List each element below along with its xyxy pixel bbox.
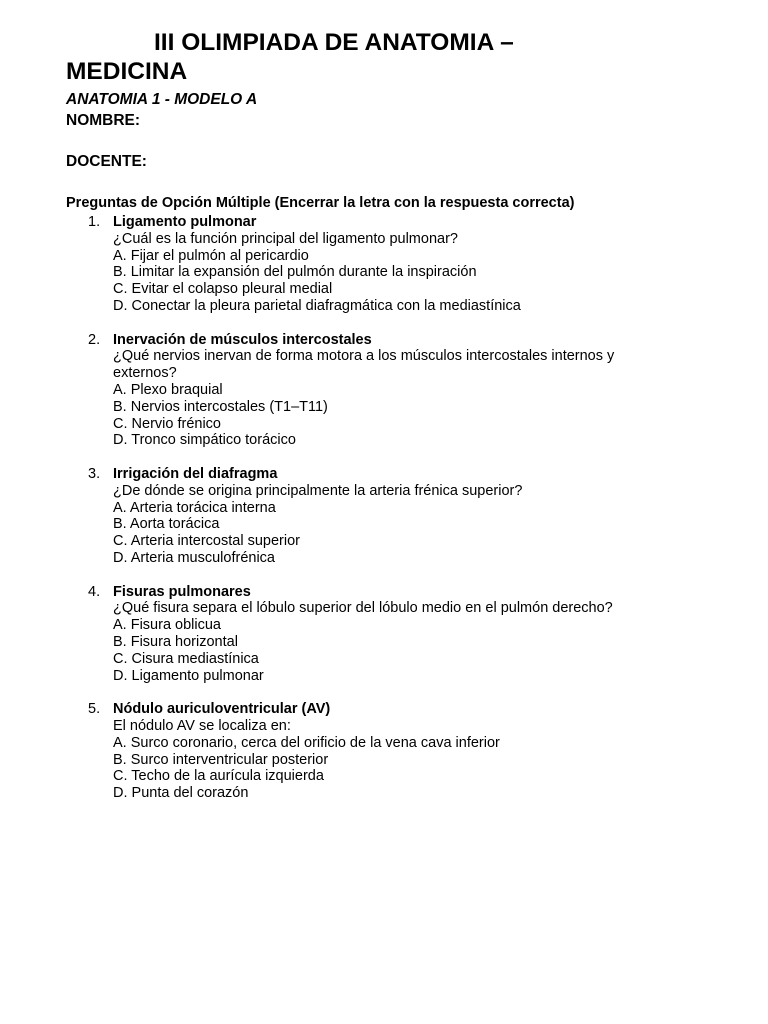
- option-a[interactable]: A. Plexo braquial: [113, 381, 223, 398]
- option-d[interactable]: D. Ligamento pulmonar: [113, 667, 264, 684]
- question-text: ¿Cuál es la función principal del ligamento pulmonar?: [113, 230, 458, 247]
- question-item: [0, 466, 658, 567]
- option-b[interactable]: B. Limitar la expansión del pulmón durante la inspiración: [113, 264, 477, 281]
- question-number: 3.: [88, 465, 101, 482]
- option-d[interactable]: D. Arteria musculofrénica: [113, 549, 275, 566]
- instructions-heading: Preguntas de Opción Múltiple (Encerrar la letra con la respuesta correcta): [66, 195, 575, 211]
- question-number: 4.: [88, 583, 101, 600]
- option-b[interactable]: B. Fisura horizontal: [113, 633, 238, 650]
- option-c[interactable]: C. Arteria intercostal superior: [113, 533, 300, 550]
- option-a[interactable]: A. Fijar el pulmón al pericardio: [113, 247, 309, 264]
- question-list: [0, 214, 768, 819]
- nombre-label: NOMBRE:: [66, 112, 141, 129]
- option-b[interactable]: B. Surco interventricular posterior: [113, 751, 329, 768]
- question-title: Irrigación del diafragma: [113, 465, 278, 482]
- option-d[interactable]: D. Tronco simpático torácico: [113, 432, 296, 449]
- option-b[interactable]: B. Nervios intercostales (T1–T11): [113, 398, 328, 415]
- question-title: Inervación de músculos intercostales: [113, 331, 372, 348]
- option-a[interactable]: A. Arteria torácica interna: [113, 499, 276, 516]
- question-title: Nódulo auriculoventricular (AV): [113, 701, 331, 718]
- option-a[interactable]: A. Fisura oblicua: [113, 617, 221, 634]
- docente-label: DOCENTE:: [66, 153, 147, 170]
- exam-subtitle: ANATOMIA 1 - MODELO A: [66, 91, 258, 108]
- question-item: [0, 701, 658, 802]
- question-title: Fisuras pulmonares: [113, 583, 251, 600]
- question-text: ¿Qué nervios inervan de forma motora a los músculos intercostales internos y externos?: [113, 348, 615, 382]
- option-b[interactable]: B. Aorta torácica: [113, 516, 220, 533]
- option-c[interactable]: C. Cisura mediastínica: [113, 650, 259, 667]
- question-item: [0, 332, 658, 450]
- option-a[interactable]: A. Surco coronario, cerca del orificio de la vena cava inferior: [113, 734, 500, 751]
- option-c[interactable]: C. Nervio frénico: [113, 415, 221, 432]
- question-number: 2.: [88, 331, 101, 348]
- page-title: III OLIMPIADA DE ANATOMIA – MEDICINA: [66, 29, 514, 85]
- question-number: 5.: [88, 701, 101, 718]
- question-number: 1.: [88, 214, 101, 230]
- option-d[interactable]: D. Conectar la pleura parietal diafragmática con la mediastínica: [113, 297, 521, 314]
- question-title: Ligamento pulmonar: [113, 214, 257, 230]
- question-text: El nódulo AV se localiza en:: [113, 717, 291, 734]
- question-text: ¿Qué fisura separa el lóbulo superior del lóbulo medio en el pulmón derecho?: [113, 600, 613, 617]
- question-item: [0, 214, 658, 315]
- option-c[interactable]: C. Techo de la aurícula izquierda: [113, 768, 324, 785]
- question-text: ¿De dónde se origina principalmente la arteria frénica superior?: [113, 482, 523, 499]
- option-c[interactable]: C. Evitar el colapso pleural medial: [113, 281, 333, 298]
- option-d[interactable]: D. Punta del corazón: [113, 785, 249, 802]
- question-item: [0, 584, 658, 685]
